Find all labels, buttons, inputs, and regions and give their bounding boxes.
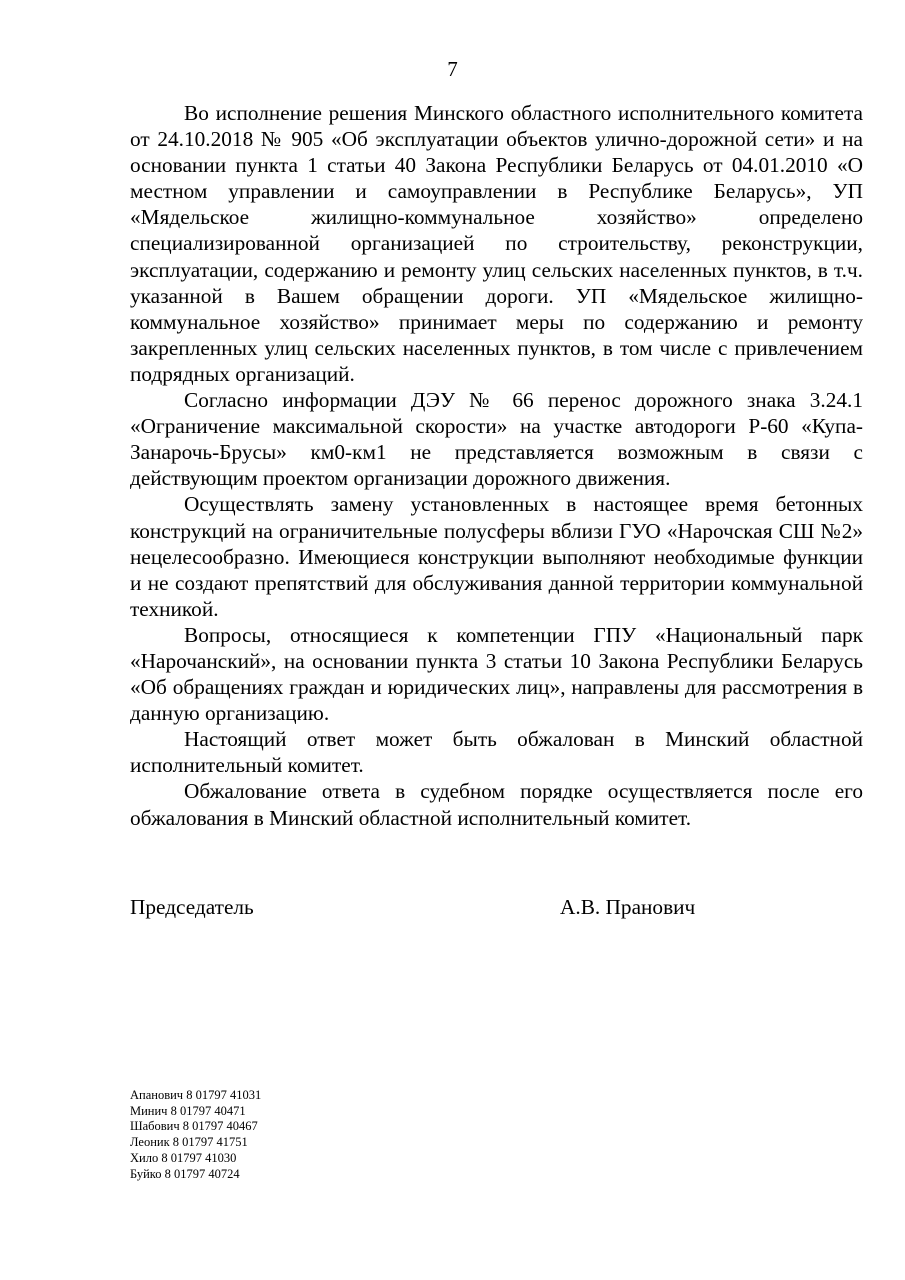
paragraph-road-sign: Согласно информации ДЭУ № 66 перенос дорожного знака 3.24.1 «Ограничение максимальной скорости» на участке автодороги Р-60 «Купа-Занарочь-Брусы» км0-км1 не представляется возможным в связи с действующим проектом организации дорожного движения. [130,388,863,491]
contact-line: Минич 8 01797 40471 [130,1103,246,1118]
contact-line: Апанович 8 01797 41031 [130,1088,262,1102]
paragraph-concrete-structures: Осуществлять замену установленных в настоящее время бетонных конструкций на ограничительные полусферы вблизи ГУО «Нарочская СШ №2» нецелесообразно. Имеющиеся конструкции выполняют необходимые функции и не создают препятствий для обслуживания данной территории коммунальной техникой. [130,492,863,621]
paragraph-appeal: Настоящий ответ может быть обжалован в Минский областной исполнительный комитет. [130,727,863,778]
signature-block [130,894,863,920]
page-number: 7 [447,57,458,81]
paragraph-road-maintenance: Во исполнение решения Минского областного исполнительного комитета от 24.10.2018 № 905 «Об эксплуатации объектов улично-дорожной сети» и на основании пункта 1 статьи 40 Закона Республики Беларусь от 04.01.2010 «О местном управлении и самоуправлении в Республике Беларусь», УП «Мядельское жилищно-коммунальное хозяйство» определено специализированной организацией по строительству, реконструкции, эксплуатации, содержанию и ремонту улиц сельских населенных пунктов, в т.ч. указанной в Вашем обращении дороги. УП «Мядельское жилищно-коммунальное хозяйство» принимает меры по содержанию и ремонту закрепленных улиц сельских населенных пунктов, в том числе с привлечением подрядных организаций. [130,101,863,386]
signatory-title: Председатель [130,895,254,919]
letter-body [130,100,863,831]
contact-line: Буйко 8 01797 40724 [130,1166,240,1181]
contact-line: Хило 8 01797 41030 [130,1150,237,1165]
paragraph-national-park: Вопросы, относящиеся к компетенции ГПУ «Национальный парк «Нарочанский», на основании пункта 3 статьи 10 Закона Республики Беларусь «Об обращениях граждан и юридических лиц», направлены для рассмотрения в данную организацию. [130,622,863,726]
contact-line: Шабович 8 01797 40467 [130,1119,258,1134]
contacts-list [130,1088,261,1182]
paragraph-court-appeal: Обжалование ответа в судебном порядке осуществляется после его обжалования в Минский областной исполнительный комитет. [130,779,863,830]
signatory-name: А.В. Пранович [560,895,696,919]
contact-line: Леоник 8 01797 41751 [130,1135,248,1150]
